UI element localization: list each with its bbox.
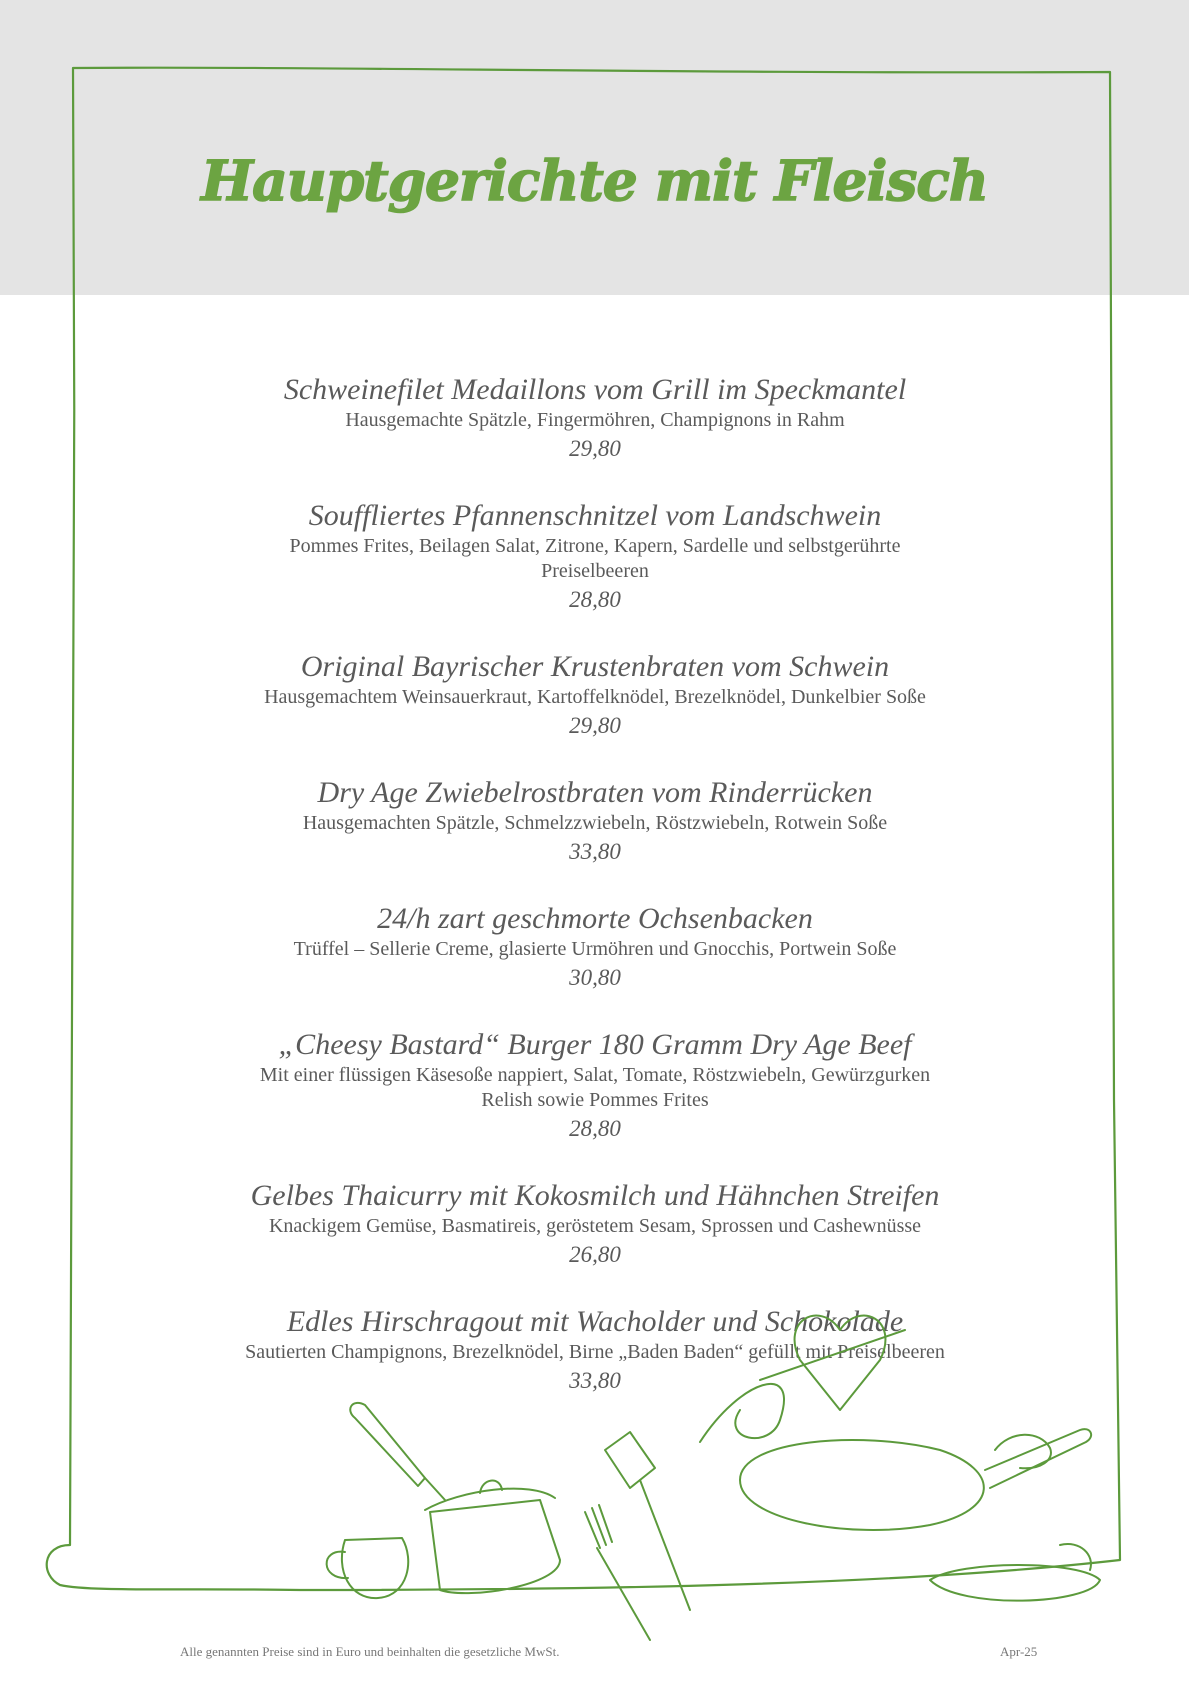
dish-price: 29,80 [569,713,621,738]
dish-price: 30,80 [569,965,621,990]
dish-name: 24/h zart geschmorte Ochsenbacken [377,902,813,935]
dish-price: 29,80 [569,436,621,461]
dish-description: Mit einer flüssigen Käsesoße nappiert, Salat, Tomate, Röstzwiebeln, Gewürzgurken Relish sowie Pommes Frites [259,1064,931,1111]
dish-name: Original Bayrischer Krustenbraten vom Schwein [300,650,890,683]
dish-description: Hausgemachte Spätzle, Fingermöhren, Champignons in Rahm [345,409,845,431]
dish-name: „Cheesy Bastard“ Burger 180 Gramm Dry Age Beef [278,1028,912,1061]
dish-price: 26,80 [569,1242,621,1267]
dish-description: Trüffel – Sellerie Creme, glasierte Urmöhren und Gnocchis, Portwein Soße [293,938,897,960]
dish-description: Sautierten Champignons, Brezelknödel, Birne „Baden Baden“ gefüllt mit Preiselbeeren [245,1341,945,1363]
dish-name: Dry Age Zwiebelrostbraten vom Rinderrücken [317,776,873,809]
menu-list [150,372,1040,1430]
menu-item [150,1178,1040,1270]
menu-item [150,1027,1040,1144]
dish-description: Knackigem Gemüse, Basmatireis, geröstetem Sesam, Sprossen und Cashewnüsse [268,1215,922,1237]
dish-name: Schweinefilet Medaillons vom Grill im Speckmantel [283,373,907,406]
menu-item [150,372,1040,464]
page-title: Hauptgerichte mit Fleisch [201,148,988,213]
dish-name: Gelbes Thaicurry mit Kokosmilch und Hähnchen Streifen [250,1179,940,1212]
dish-price: 28,80 [569,1116,621,1141]
dish-name: Souffliertes Pfannenschnitzel vom Landschwein [308,499,882,532]
menu-item [150,649,1040,741]
dish-price: 33,80 [569,839,621,864]
menu-item [150,901,1040,993]
dish-description: Hausgemachtem Weinsauerkraut, Kartoffelknödel, Brezelknödel, Dunkelbier Soße [264,686,926,708]
footer-note: Alle genannten Preise sind in Euro und beinhalten die gesetzliche MwSt. [180,1644,560,1659]
dish-price: 33,80 [569,1368,621,1393]
menu-item [150,498,1040,615]
dish-description: Pommes Frites, Beilagen Salat, Zitrone, Kapern, Sardelle und selbstgerührte Preiselbeeren [289,535,901,582]
dish-price: 28,80 [569,587,621,612]
menu-item [150,775,1040,867]
dish-description: Hausgemachten Spätzle, Schmelzzwiebeln, Röstzwiebeln, Rotwein Soße [302,812,888,834]
menu-item [150,1304,1040,1396]
footer-date: Apr-25 [1000,1644,1038,1659]
dish-name: Edles Hirschragout mit Wacholder und Schokolade [286,1305,904,1338]
